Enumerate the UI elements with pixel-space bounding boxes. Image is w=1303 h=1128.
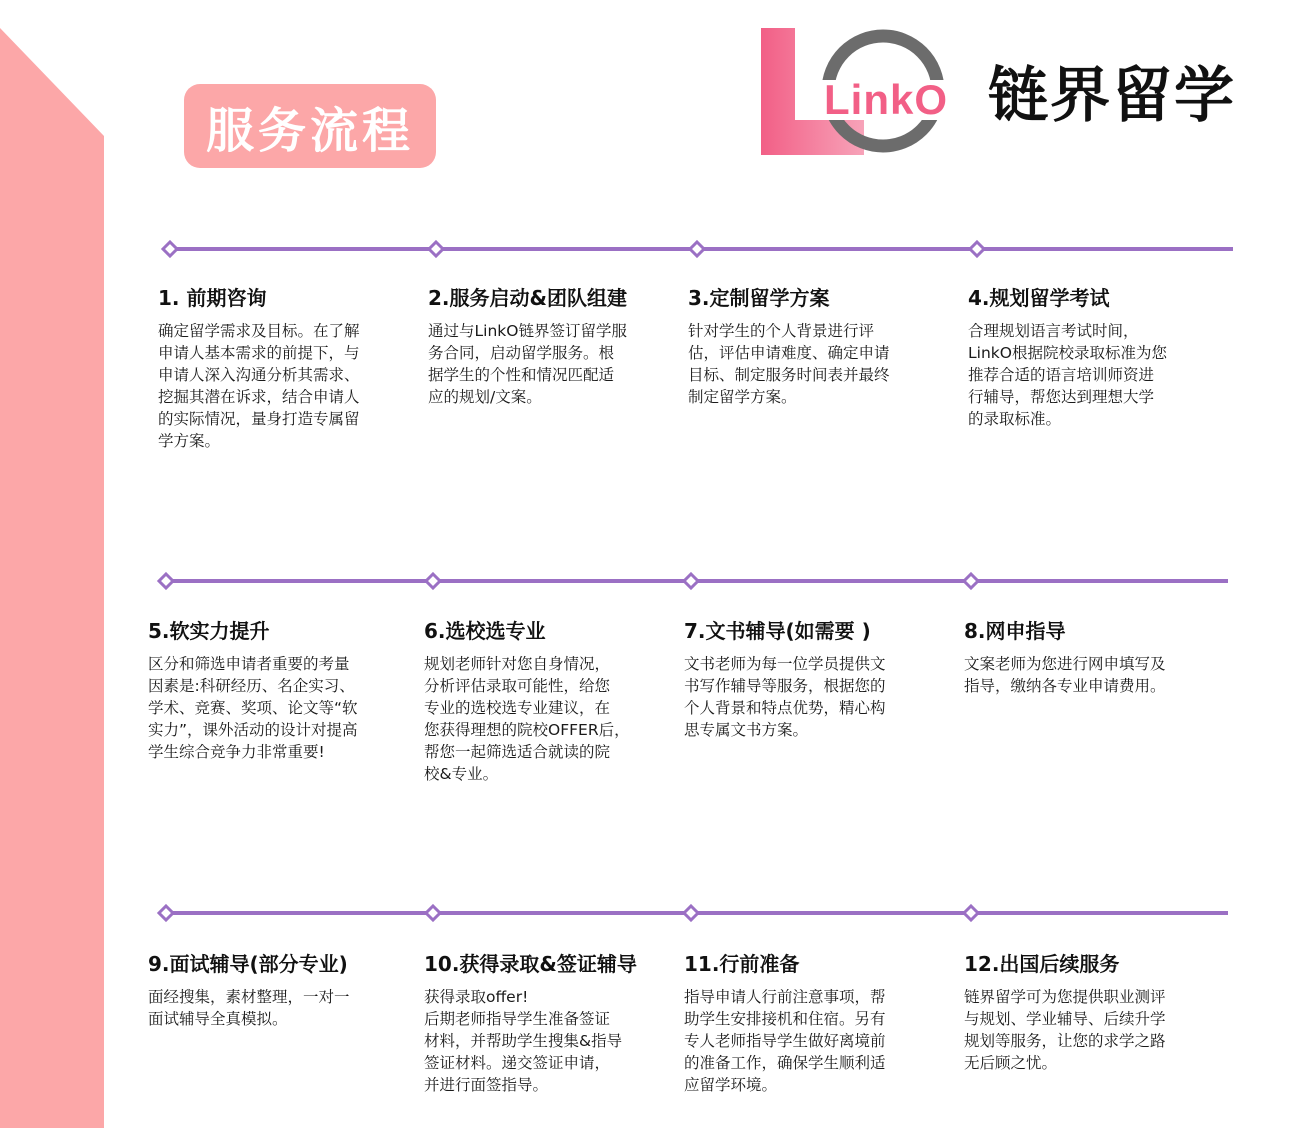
step-10 xyxy=(424,950,686,1096)
timeline-row-1 xyxy=(150,237,1240,261)
step-4 xyxy=(968,284,1230,430)
timeline-row-2 xyxy=(150,569,1240,593)
step-description: 合理规划语言考试时间， LinkO根据院校录取标准为您 推荐合适的语言培训师资进 行辅导，帮您达到理想大学 的录取标准。 xyxy=(968,322,1167,428)
page-title: 服务流程 xyxy=(205,102,414,159)
step-6 xyxy=(424,617,686,785)
step-title: 10.获得录取&签证辅导 xyxy=(424,952,637,976)
timeline-row-3 xyxy=(150,901,1240,925)
step-description: 通过与LinkO链界签订留学服 务合同，启动留学服务。根 据学生的个性和情况匹配适 应的规划/文案。 xyxy=(428,322,627,406)
step-description: 链界留学可为您提供职业测评 与规划、学业辅导、后续升学 规划等服务，让您的求学之路 无后顾之忧。 xyxy=(964,988,1166,1072)
step-8 xyxy=(964,617,1226,697)
timeline-marker xyxy=(159,906,173,920)
page-title-badge xyxy=(184,84,436,168)
timeline-marker xyxy=(690,242,704,256)
linko-logo xyxy=(758,24,974,160)
step-title: 3.定制留学方案 xyxy=(688,286,830,310)
step-description: 指导申请人行前注意事项，帮 助学生安排接机和住宿。另有 专人老师指导学生做好离境前 的准备工作，确保学生顺利适 应留学环境。 xyxy=(684,988,886,1094)
step-title: 7.文书辅导(如需要 ) xyxy=(684,619,871,643)
step-3 xyxy=(688,284,950,408)
step-title: 5.软实力提升 xyxy=(148,619,270,643)
step-title: 11.行前准备 xyxy=(684,952,800,976)
step-9 xyxy=(148,950,410,1030)
timeline-marker xyxy=(429,242,443,256)
timeline-marker xyxy=(163,242,177,256)
timeline-marker xyxy=(964,906,978,920)
step-description: 文案老师为您进行网申填写及 指导，缴纳各专业申请费用。 xyxy=(964,655,1166,695)
timeline-marker xyxy=(684,906,698,920)
step-7 xyxy=(684,617,946,741)
step-description: 获得录取offer! 后期老师指导学生准备签证 材料，并帮助学生搜集&指导 签证材料。递交签证申请， 并进行面签指导。 xyxy=(424,988,623,1094)
timeline-marker xyxy=(964,574,978,588)
step-description: 区分和筛选申请者重要的考量 因素是:科研经历、名企实习、 学术、竞赛、奖项、论文等“软 实力”，课外活动的设计对提高 学生综合竞争力非常重要! xyxy=(148,655,358,761)
timeline-marker xyxy=(426,574,440,588)
step-description: 面经搜集，素材整理，一对一 面试辅导全真模拟。 xyxy=(148,988,350,1028)
step-title: 1. 前期咨询 xyxy=(158,286,267,310)
timeline-marker xyxy=(159,574,173,588)
brand-name: 链界留学 xyxy=(988,61,1236,131)
step-title: 2.服务启动&团队组建 xyxy=(428,286,627,310)
step-title: 6.选校选专业 xyxy=(424,619,546,643)
step-description: 针对学生的个人背景进行评 估，评估申请难度、确定申请 目标、制定服务时间表并最终 制定留学方案。 xyxy=(688,322,890,406)
timeline-marker xyxy=(684,574,698,588)
step-description: 确定留学需求及目标。在了解 申请人基本需求的前提下，与 申请人深入沟通分析其需求、 挖掘其潜在诉求，结合申请人 的实际情况，量身打造专属留 学方案。 xyxy=(158,322,360,450)
side-decor-band xyxy=(0,0,104,1128)
timeline-marker xyxy=(426,906,440,920)
step-5 xyxy=(148,617,410,763)
step-12 xyxy=(964,950,1226,1074)
timeline-marker xyxy=(970,242,984,256)
step-title: 9.面试辅导(部分专业) xyxy=(148,952,348,976)
step-1 xyxy=(158,284,420,452)
step-11 xyxy=(684,950,946,1096)
step-description: 文书老师为每一位学员提供文 书写作辅导等服务，根据您的 个人背景和特点优势，精心构 思专属文书方案。 xyxy=(684,655,886,739)
logo-text: LinkO xyxy=(824,76,949,123)
step-2 xyxy=(428,284,690,408)
step-title: 8.网申指导 xyxy=(964,619,1066,643)
step-description: 规划老师针对您自身情况， 分析评估录取可能性，给您 专业的选校选专业建议，在 您获得理想的院校OFFER后， 帮您一起筛选适合就读的院 校&专业。 xyxy=(424,655,630,783)
step-title: 12.出国后续服务 xyxy=(964,952,1120,976)
step-title: 4.规划留学考试 xyxy=(968,286,1110,310)
